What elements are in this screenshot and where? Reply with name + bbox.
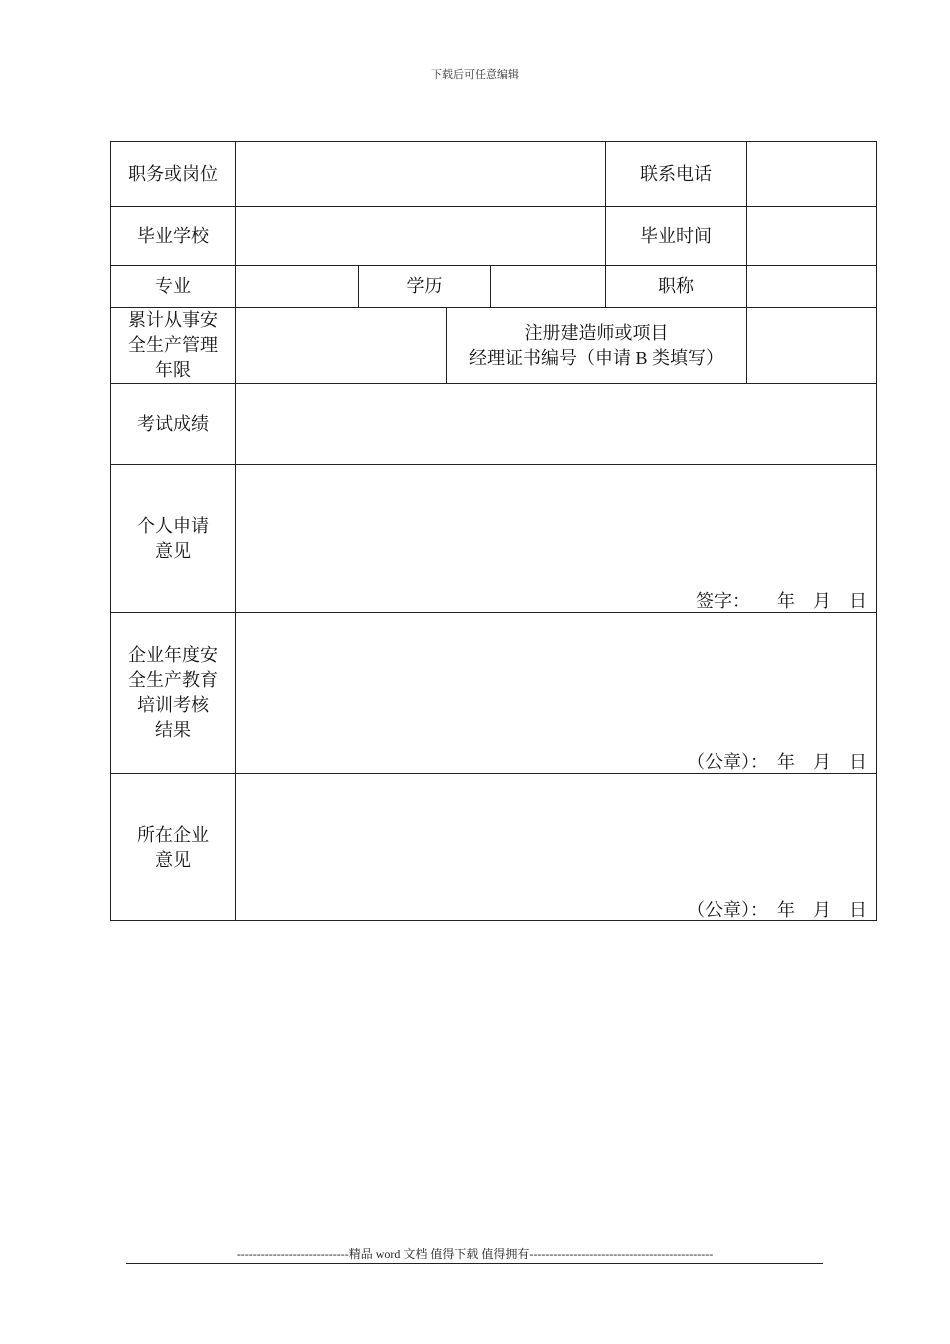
title-field[interactable] xyxy=(747,266,877,307)
position-label: 职务或岗位 xyxy=(128,163,218,184)
application-form-table xyxy=(110,141,877,921)
company-opinion-label: 所在企业 意见 xyxy=(137,824,209,870)
grad-time-label: 毕业时间 xyxy=(640,225,712,246)
years-label: 累计从事安 全生产管理 年限 xyxy=(128,310,218,380)
company-seal-line: （公章）： 年 月 日 xyxy=(687,900,867,920)
score-label: 考试成绩 xyxy=(137,413,209,434)
phone-field[interactable] xyxy=(747,142,877,206)
footer-rule xyxy=(126,1263,823,1264)
grad-time-field[interactable] xyxy=(747,207,877,265)
training-seal-line: （公章）： 年 月 日 xyxy=(687,752,867,772)
education-label: 学历 xyxy=(406,276,443,296)
header-note: 下载后可任意编辑 xyxy=(431,69,519,81)
title-label: 职称 xyxy=(658,276,694,296)
phone-label: 联系电话 xyxy=(640,163,712,184)
school-label: 毕业学校 xyxy=(137,225,209,246)
cert-field[interactable] xyxy=(747,308,877,383)
personal-signature-line: 签字： 年 月 日 xyxy=(696,591,867,611)
training-result-label: 企业年度安 全生产教育 培训考核 结果 xyxy=(128,645,218,740)
education-field[interactable] xyxy=(491,266,605,307)
score-field[interactable] xyxy=(236,384,877,464)
cert-label: 注册建造师或项目 经理证书编号（申请 B 类填写） xyxy=(468,322,724,368)
school-field[interactable] xyxy=(236,207,605,265)
personal-opinion-label: 个人申请 意见 xyxy=(137,515,209,561)
years-field[interactable] xyxy=(236,308,446,383)
major-field[interactable] xyxy=(236,266,358,307)
position-field[interactable] xyxy=(236,142,605,206)
footer-text: ----------------------------精品 word 文档 值得下载 值得拥有---------------------------------------------- xyxy=(236,1247,714,1261)
major-label: 专业 xyxy=(155,276,191,296)
